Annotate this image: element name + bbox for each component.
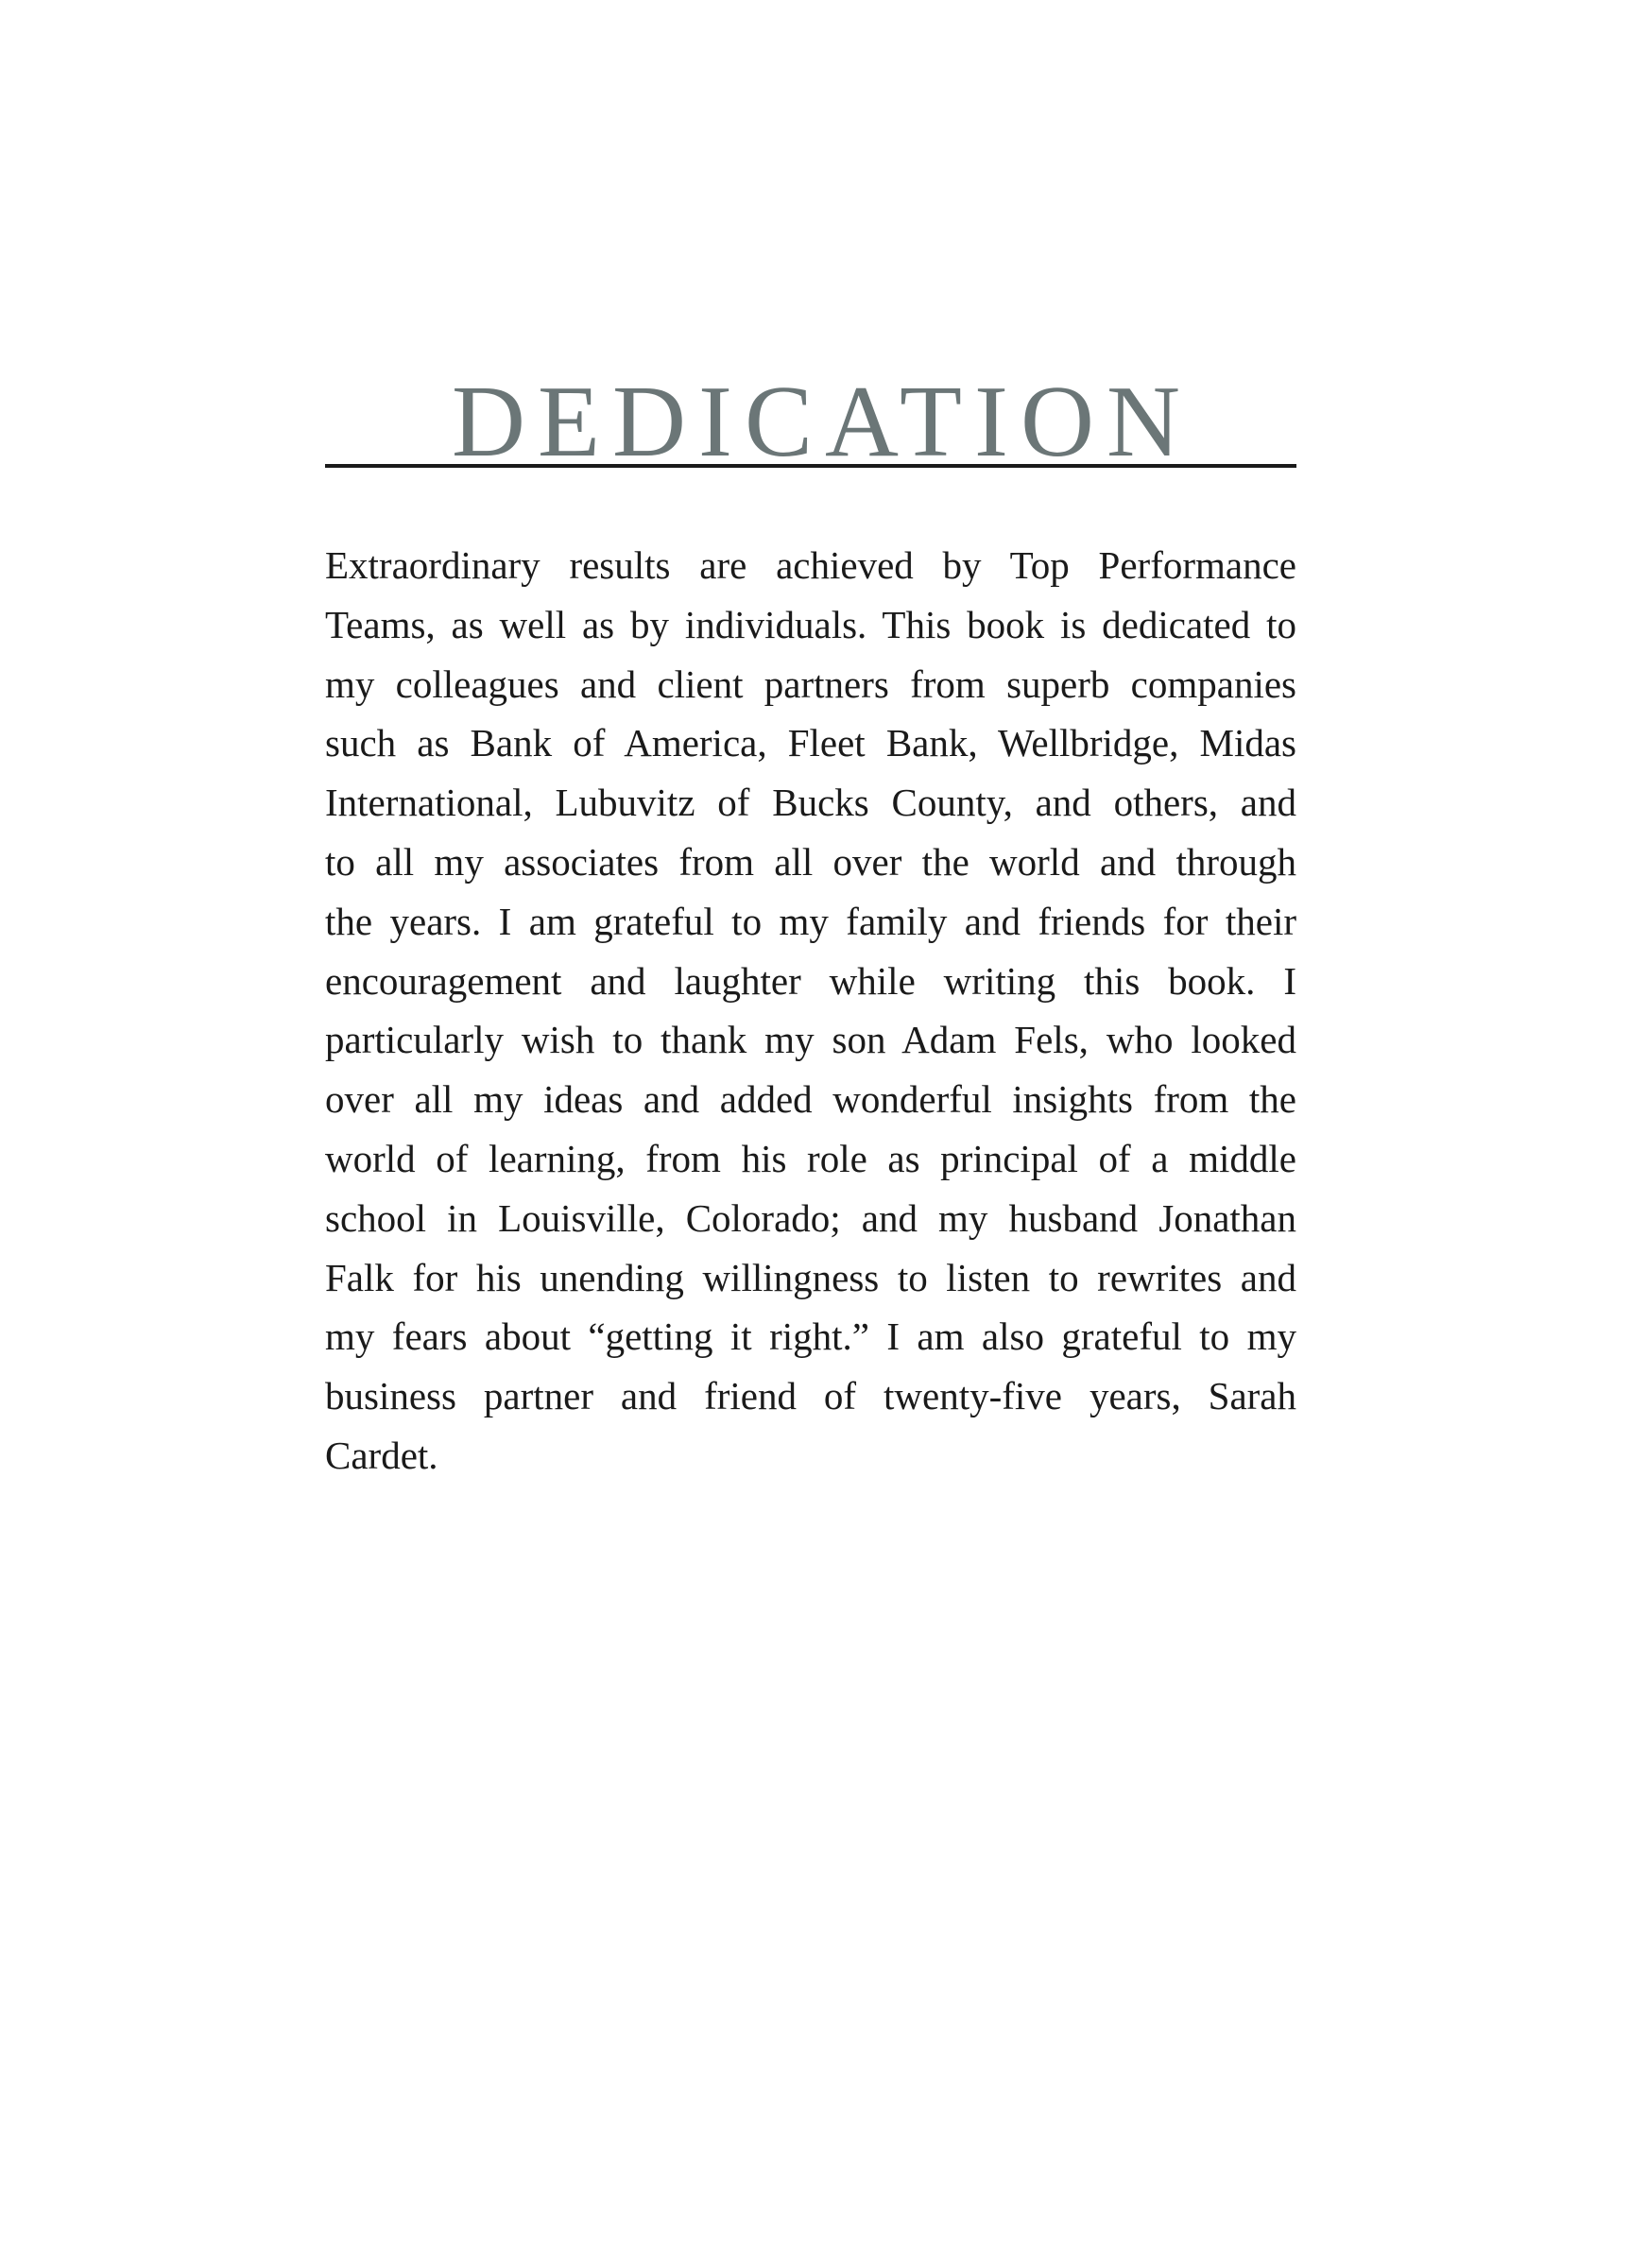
text-line: Falk for his unending willingness to listen to rewrites and [325, 1255, 1296, 1299]
text-line: over all my ideas and added wonderful insights from the [325, 1077, 1296, 1122]
text-line: my fears about “getting it right.” I am also grateful to my [325, 1314, 1296, 1359]
text-line: such as Bank of America, Fleet Bank, Wellbridge, Midas [325, 721, 1296, 765]
text-line: International, Lubuvitz of Bucks County, and others, and [325, 781, 1296, 825]
text-line: encouragement and laughter while writing this book. I [325, 958, 1296, 1003]
text-line: Extraordinary results are achieved by Top Performance [325, 543, 1296, 587]
text-line: world of learning, from his role as principal of a middle [325, 1136, 1296, 1180]
text-line: the years. I am grateful to my family and friends for their [325, 899, 1296, 943]
text-line: particularly wish to thank my son Adam Fels, who looked [325, 1018, 1296, 1062]
text-line: Teams, as well as by individuals. This book is dedicated to [325, 602, 1296, 646]
dedication-heading-block [325, 366, 1296, 478]
dedication-text [325, 536, 1296, 1486]
text-line: my colleagues and client partners from superb companies [325, 662, 1296, 706]
text-line: school in Louisville, Colorado; and my husband Jonathan [325, 1195, 1296, 1240]
text-line: business partner and friend of twenty-five years, Sarah [325, 1374, 1296, 1418]
text-line: to all my associates from all over the world and through [325, 839, 1296, 884]
text-line: Cardet. [325, 1433, 438, 1477]
dedication-heading: DEDICATION [452, 366, 1192, 478]
